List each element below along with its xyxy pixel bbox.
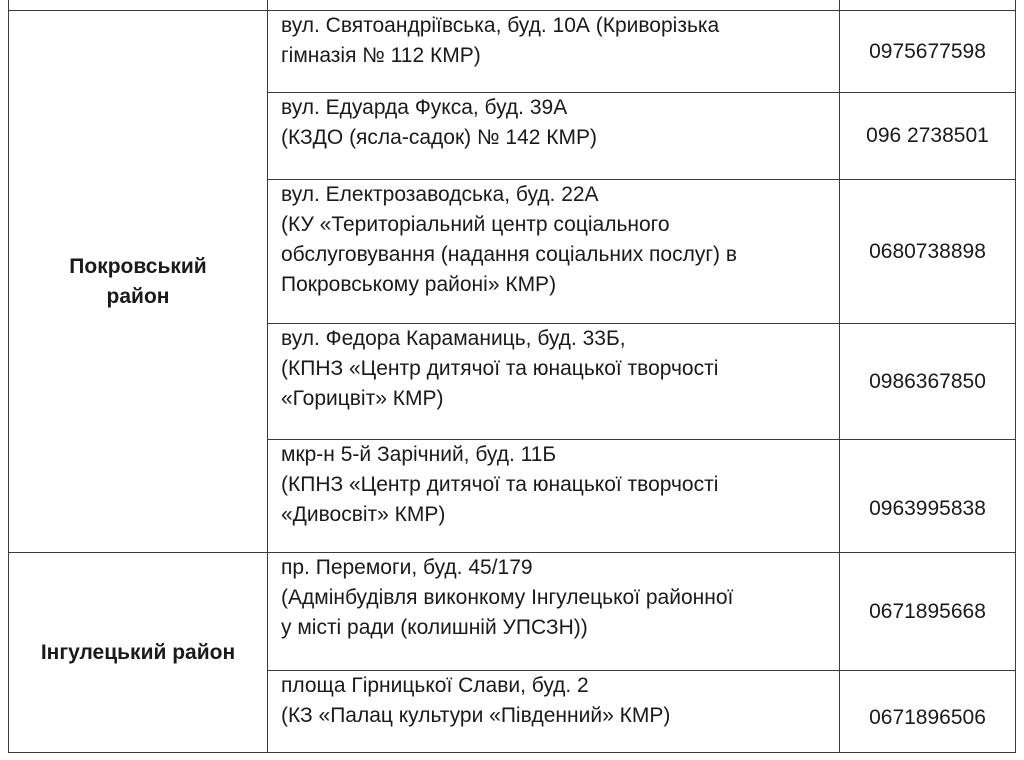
address-cell (268, 671, 840, 753)
district-cell-pokrovskyi (9, 11, 268, 553)
address-line: (КЗДО (ясла-садок) № 142 КМР) (281, 126, 597, 149)
address-line: мкр-н 5-й Зарічний, буд. 11Б (281, 443, 557, 466)
district-name: Інгулецький район (40, 640, 236, 664)
address-line: Покровському районі» КМР) (281, 273, 557, 296)
phone-cell: 096 2738501 (840, 93, 1016, 180)
address-line: (КПНЗ «Центр дитячої та юнацької творчості (281, 473, 719, 496)
phone-cell: 0963995838 (840, 440, 1016, 553)
address-cell (268, 180, 840, 324)
address-line: «Горицвіт» КМР) (281, 387, 444, 410)
address-line: площа Гірницької Слави, буд. 2 (281, 674, 589, 697)
address-cell (268, 11, 840, 93)
phone-cell: 0975677598 (840, 11, 1016, 93)
address-cell (268, 553, 840, 671)
phone-cell: 0680738898 (840, 180, 1016, 324)
address-line: (КПНЗ «Центр дитячої та юнацької творчості (281, 357, 719, 380)
address-line: вул. Едуарда Фукса, буд. 39А (281, 96, 568, 119)
address-line: (КУ «Територіальний центр соціального (281, 213, 670, 236)
table-row-cutoff (9, 0, 1016, 11)
address-line: (Адмінбудівля виконкому Інгулецької районної (281, 586, 734, 609)
address-line: вул. Електрозаводська, буд. 22А (281, 183, 599, 206)
phone-cell: 0671896506 (840, 671, 1016, 753)
address-line: пр. Перемоги, буд. 45/179 (281, 556, 533, 579)
district-cell-inhuletskyi (9, 553, 268, 753)
address-line: гімназія № 112 КМР) (281, 44, 481, 67)
address-line: вул. Святоандріївська, буд. 10А (Криворізька (281, 14, 720, 37)
table-row (9, 553, 1016, 671)
address-cell (268, 93, 840, 180)
address-cell (268, 440, 840, 553)
address-line: вул. Федора Караманиць, буд. 33Б, (281, 327, 626, 350)
district-suffix: район (106, 284, 170, 308)
phone-cell: 0671895668 (840, 553, 1016, 671)
address-line: «Дивосвіт» КМР) (281, 503, 446, 526)
address-line: у місті ради (колишній УПСЗН)) (281, 616, 588, 639)
address-line: обслуговування (надання соціальних послуг) в (281, 243, 737, 266)
address-line: (КЗ «Палац культури «Південний» КМР) (281, 704, 671, 727)
table-row (9, 11, 1016, 93)
district-name: Покровський (69, 254, 207, 278)
address-cell (268, 324, 840, 440)
phone-cell: 0986367850 (840, 324, 1016, 440)
address-table (8, 0, 1016, 753)
